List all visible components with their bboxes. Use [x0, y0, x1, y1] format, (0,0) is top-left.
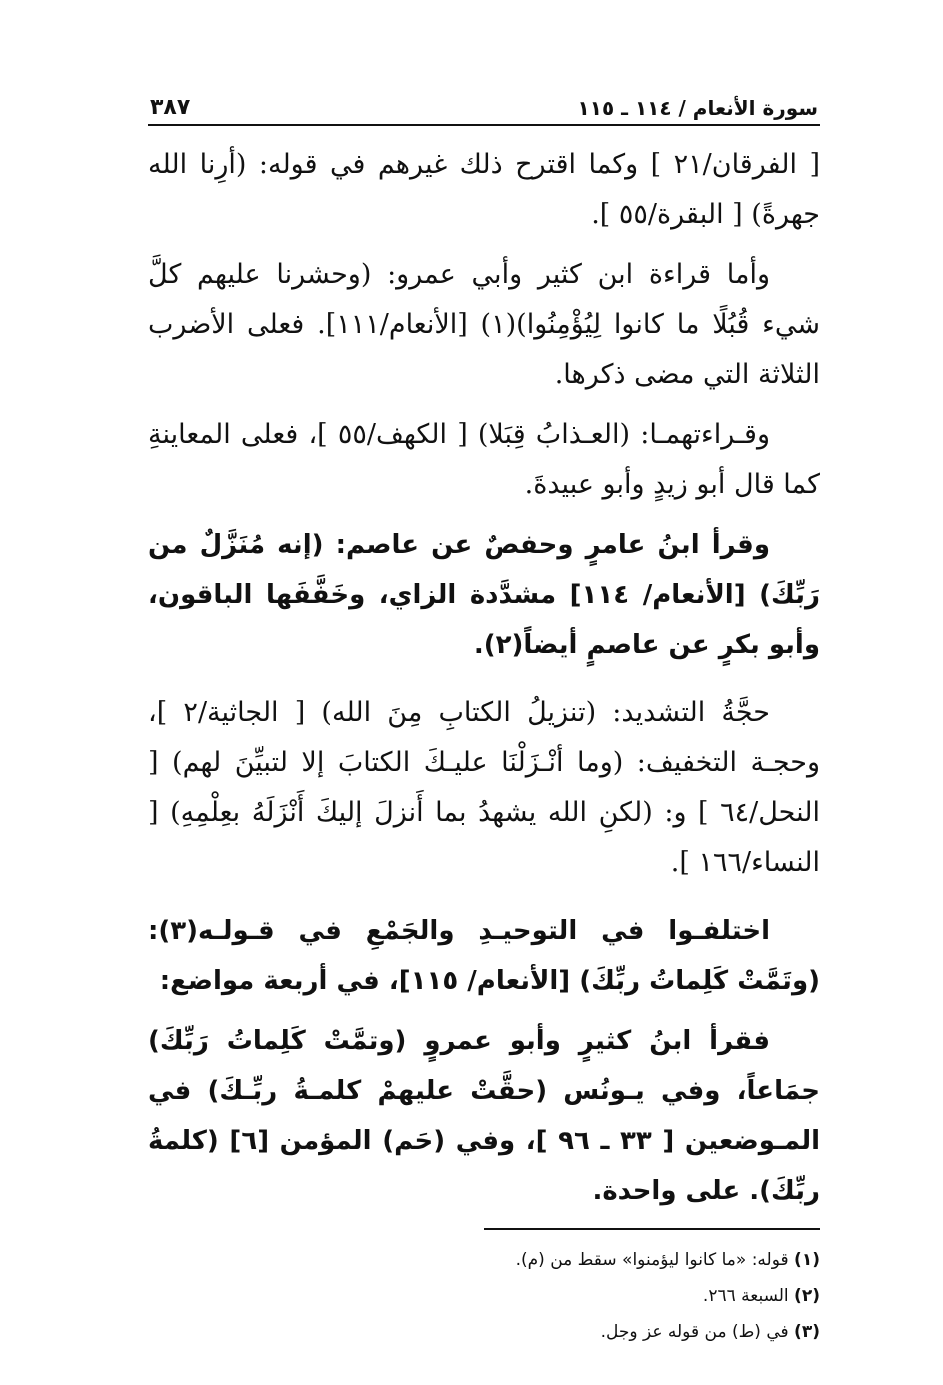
paragraph: وقـراءتهمـا: (العـذابُ قِبَلا) [ الكهف/٥٥ ]، فعلى المعاينةِ كما قال أبو زيدٍ وأبو عبيدةَ. — [148, 419, 820, 500]
chapter-title: سورة الأنعام / ١١٤ ـ ١١٥ — [577, 96, 818, 120]
footnote-number: (٢) — [794, 1286, 820, 1306]
page-number: ٣٨٧ — [150, 95, 191, 120]
paragraph-bold: اختلفـوا في التوحيـدِ والجَمْعِ في قـولـه(٣): (وتَمَّتْ كَلِماتُ ربِّكَ) [الأنعام/ ١١٥]، في أربعة مواضع: — [148, 916, 820, 996]
footnote-number: (١) — [794, 1250, 820, 1270]
footnote-text: السبعة ٢٦٦. — [702, 1286, 789, 1306]
footnote-divider — [484, 1228, 820, 1230]
footnote — [148, 1314, 820, 1350]
running-header — [148, 82, 820, 126]
paragraph: حجَّةُ التشديد: (تنزيلُ الكتابِ مِنَ الله) [ الجاثية/٢ ]، وحجـة التخفيف: (وما أنْـزَلْنَا عليـكَ الكتابَ إلا لتبيِّنَ لهم) [ النحل/٦٤ ] و: (لكنِ الله يشهدُ بما أَنزلَ إليكَ أَنْزَلَهُ بعِلْمِهِ) [ النساء/١٦٦ ]. — [148, 697, 820, 878]
paragraph-bold: وقرأ ابنُ عامرٍ وحفصٌ عن عاصم: (إنه مُنَزَّلٌ من رَبِّكَ) [الأنعام/ ١١٤] مشدَّدة الزاي، وخَفَّفَها الباقون، وأبو بكرٍ عن عاصمٍ أيضاً(٢). — [148, 530, 820, 660]
footnote — [148, 1242, 820, 1278]
footnote-number: (٣) — [794, 1322, 820, 1342]
page-body — [148, 140, 820, 1216]
paragraph: وأما قراءة ابن كثير وأبي عمرو: (وحشرنا عليهم كلَّ شيء قُبُلًا ما كانوا لِيُؤْمِنُوا)(١) [الأنعام/١١١]. فعلى الأضرب الثلاثة التي مضى ذكرها. — [148, 259, 820, 390]
footnote-text: قوله: «ما كانوا ليؤمنوا» سقط من (م). — [515, 1250, 789, 1270]
paragraph-bold: فقرأ ابنُ كثيرٍ وأبو عمروٍ (وتمَّتْ كَلِماتُ رَبِّكَ) جمَاعاً، وفي يـونُس (حقَّتْ عليهمْ كلمـةُ ربِّـكَ) في المـوضعين [ ٣٣ ـ ٩٦ ]، وفي (حَم) المؤمن [٦] (كلمةُ ربِّكَ). على واحدة. — [148, 1026, 820, 1206]
footnote — [148, 1278, 820, 1314]
footnotes — [148, 1242, 820, 1350]
footnote-text: في (ط) من قوله عز وجل. — [600, 1322, 789, 1342]
book-page — [148, 82, 820, 1350]
paragraph: [ الفرقان/٢١ ] وكما اقترح ذلك غيرهم في قوله: (أرِنا الله جهرةً) [ البقرة/٥٥ ]. — [148, 149, 820, 230]
